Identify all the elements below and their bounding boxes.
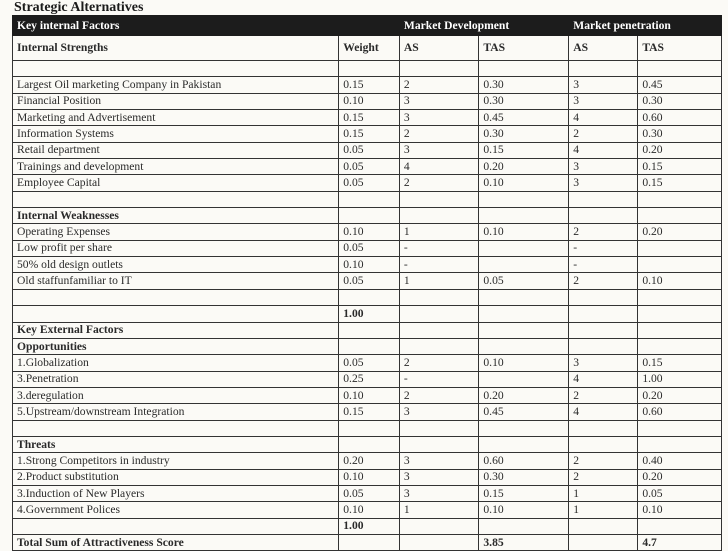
table-row [13, 159, 722, 175]
empty-cell [399, 322, 478, 338]
threats-title [13, 436, 722, 452]
market-development-header: Market Development [399, 16, 568, 36]
empty-cell [638, 518, 722, 534]
as-development-cell: 3 [399, 110, 478, 126]
tas-penetration-cell: 0.45 [638, 77, 722, 93]
as-development-cell: 3 [399, 469, 478, 485]
as-development-cell: 2 [399, 77, 478, 93]
weight-cell: 0.20 [339, 453, 400, 469]
empty-cell [569, 322, 638, 338]
tas-penetration-cell: 0.05 [638, 485, 722, 501]
total-tas-penetration: 4.7 [638, 534, 722, 550]
tas-development-cell: 0.10 [479, 175, 569, 191]
empty-cell [399, 420, 478, 436]
table-row [13, 126, 722, 142]
tas-development-cell: 0.60 [479, 453, 569, 469]
as-penetration-cell: 2 [569, 273, 638, 289]
threats-title-label: Threats [13, 436, 339, 452]
blank-row [13, 191, 722, 207]
as-header-penetration: AS [569, 36, 638, 61]
empty-cell [638, 61, 722, 77]
as-development-cell: 2 [399, 387, 478, 403]
weight-cell: 0.10 [339, 224, 400, 240]
as-penetration-cell: 3 [569, 77, 638, 93]
empty-cell [13, 306, 339, 322]
empty-cell [399, 338, 478, 354]
factor-cell: Operating Expenses [13, 224, 339, 240]
empty-cell [339, 322, 400, 338]
as-development-cell: 2 [399, 126, 478, 142]
weaknesses-title-label: Internal Weaknesses [13, 208, 339, 224]
table-row [13, 110, 722, 126]
empty-cell [339, 191, 400, 207]
qspm-table-body [13, 16, 722, 551]
empty-cell [399, 208, 478, 224]
weight-cell: 0.15 [339, 404, 400, 420]
empty-cell [339, 436, 400, 452]
as-development-cell: 1 [399, 502, 478, 518]
total-tas-development: 3.85 [479, 534, 569, 550]
empty-cell [569, 420, 638, 436]
factor-cell: Largest Oil marketing Company in Pakistan [13, 77, 339, 93]
empty-cell [638, 191, 722, 207]
factor-cell: Employee Capital [13, 175, 339, 191]
tas-penetration-cell: 0.60 [638, 110, 722, 126]
empty-cell [638, 306, 722, 322]
as-development-cell: 3 [399, 404, 478, 420]
tas-penetration-cell: 0.20 [638, 224, 722, 240]
tas-penetration-cell: 0.20 [638, 469, 722, 485]
weight-cell: 0.10 [339, 257, 400, 273]
as-penetration-cell: 4 [569, 404, 638, 420]
tas-development-cell: 0.30 [479, 93, 569, 109]
weight-cell: 0.05 [339, 142, 400, 158]
tas-penetration-cell: 0.10 [638, 273, 722, 289]
factor-cell: 2.Product substitution [13, 469, 339, 485]
empty-cell [339, 338, 400, 354]
factor-cell: Information Systems [13, 126, 339, 142]
empty-cell [569, 436, 638, 452]
weight-total-row [13, 306, 722, 322]
table-row [13, 93, 722, 109]
tas-development-cell [479, 257, 569, 273]
tas-development-cell: 0.15 [479, 142, 569, 158]
column-header-row [13, 36, 722, 61]
as-penetration-cell: 3 [569, 159, 638, 175]
empty-cell [479, 61, 569, 77]
empty-cell [399, 289, 478, 305]
as-development-cell: 3 [399, 485, 478, 501]
weight-cell: 0.10 [339, 387, 400, 403]
tas-penetration-cell: 0.20 [638, 387, 722, 403]
opportunities-title [13, 338, 722, 354]
empty-cell [479, 420, 569, 436]
tas-penetration-cell: 0.15 [638, 355, 722, 371]
as-penetration-cell: 2 [569, 453, 638, 469]
weight-cell: 0.05 [339, 240, 400, 256]
tas-development-cell: 0.30 [479, 126, 569, 142]
tas-development-cell: 0.05 [479, 273, 569, 289]
tas-penetration-cell [638, 257, 722, 273]
weight-total-cell: 1.00 [339, 518, 400, 534]
as-development-cell: 3 [399, 453, 478, 469]
empty-cell [569, 289, 638, 305]
empty-cell [638, 338, 722, 354]
as-development-cell: 2 [399, 175, 478, 191]
empty-cell [339, 289, 400, 305]
tas-development-cell: 0.20 [479, 159, 569, 175]
empty-cell [479, 306, 569, 322]
blank-row [13, 61, 722, 77]
as-penetration-cell: 2 [569, 224, 638, 240]
weight-cell: 0.05 [339, 355, 400, 371]
tas-penetration-cell: 0.40 [638, 453, 722, 469]
weight-total-row [13, 518, 722, 534]
tas-penetration-cell: 0.30 [638, 126, 722, 142]
table-row [13, 502, 722, 518]
total-row [13, 534, 722, 550]
empty-cell [13, 518, 339, 534]
empty-cell [569, 191, 638, 207]
weight-cell: 0.05 [339, 159, 400, 175]
weight-header: Weight [339, 36, 400, 61]
empty-cell [13, 289, 339, 305]
empty-cell [399, 534, 478, 550]
empty-cell [569, 208, 638, 224]
table-header-row [13, 16, 722, 36]
as-penetration-cell: 1 [569, 485, 638, 501]
factor-cell: 1.Strong Competitors in industry [13, 453, 339, 469]
table-row [13, 175, 722, 191]
empty-cell [479, 208, 569, 224]
tas-header-penetration: TAS [638, 36, 722, 61]
external-factors-title-label: Key External Factors [13, 322, 339, 338]
empty-cell [479, 289, 569, 305]
tas-penetration-cell: 0.30 [638, 93, 722, 109]
weight-cell: 0.10 [339, 502, 400, 518]
empty-cell [638, 420, 722, 436]
empty-cell [638, 436, 722, 452]
as-penetration-cell: 2 [569, 387, 638, 403]
tas-penetration-cell: 0.15 [638, 159, 722, 175]
as-header-development: AS [399, 36, 478, 61]
blank-row [13, 420, 722, 436]
as-penetration-cell: 3 [569, 93, 638, 109]
table-row [13, 224, 722, 240]
empty-cell [339, 61, 400, 77]
table-row [13, 273, 722, 289]
empty-cell [569, 306, 638, 322]
table-row [13, 355, 722, 371]
table-row [13, 371, 722, 387]
table-row [13, 257, 722, 273]
opportunities-title-label: Opportunities [13, 338, 339, 354]
as-penetration-cell: 4 [569, 371, 638, 387]
as-penetration-cell: 2 [569, 126, 638, 142]
table-row [13, 453, 722, 469]
tas-header-development: TAS [479, 36, 569, 61]
table-row [13, 404, 722, 420]
weight-cell: 0.15 [339, 126, 400, 142]
empty-cell [399, 61, 478, 77]
external-factors-title [13, 322, 722, 338]
weight-cell: 0.25 [339, 371, 400, 387]
factor-cell: 50% old design outlets [13, 257, 339, 273]
empty-cell [569, 518, 638, 534]
factor-cell: 3.Induction of New Players [13, 485, 339, 501]
empty-cell [479, 191, 569, 207]
empty-cell [339, 208, 400, 224]
as-development-cell: 1 [399, 224, 478, 240]
weight-cell: 0.15 [339, 77, 400, 93]
table-row [13, 387, 722, 403]
empty-cell [638, 208, 722, 224]
as-penetration-cell: 4 [569, 110, 638, 126]
table-row [13, 142, 722, 158]
weight-cell: 0.10 [339, 469, 400, 485]
empty-cell [13, 191, 339, 207]
as-development-cell: 3 [399, 142, 478, 158]
blank-row [13, 289, 722, 305]
tas-development-cell: 0.45 [479, 110, 569, 126]
as-penetration-cell: 1 [569, 502, 638, 518]
tas-development-cell: 0.15 [479, 485, 569, 501]
factor-cell: 5.Upstream/downstream Integration [13, 404, 339, 420]
empty-cell [399, 518, 478, 534]
table-row [13, 485, 722, 501]
factor-cell: Low profit per share [13, 240, 339, 256]
page-title: Strategic Alternatives [14, 0, 144, 15]
empty-cell [399, 436, 478, 452]
as-development-cell: - [399, 240, 478, 256]
factor-cell: Trainings and development [13, 159, 339, 175]
tas-development-cell: 0.10 [479, 355, 569, 371]
tas-penetration-cell: 0.15 [638, 175, 722, 191]
weight-total-cell: 1.00 [339, 306, 400, 322]
factor-cell: Marketing and Advertisement [13, 110, 339, 126]
total-label: Total Sum of Attractiveness Score [13, 534, 339, 550]
empty-cell [479, 338, 569, 354]
as-penetration-cell: 2 [569, 469, 638, 485]
as-penetration-cell: 3 [569, 355, 638, 371]
factor-cell: 3.Penetration [13, 371, 339, 387]
weight-cell: 0.05 [339, 485, 400, 501]
key-factors-header: Key internal Factors [13, 16, 400, 36]
empty-cell [569, 61, 638, 77]
empty-cell [13, 420, 339, 436]
tas-penetration-cell [638, 240, 722, 256]
as-development-cell: - [399, 257, 478, 273]
as-penetration-cell: - [569, 240, 638, 256]
weight-cell: 0.05 [339, 273, 400, 289]
weight-cell: 0.15 [339, 110, 400, 126]
strengths-header: Internal Strengths [13, 36, 339, 61]
as-development-cell: 3 [399, 93, 478, 109]
empty-cell [638, 289, 722, 305]
qspm-table [12, 15, 722, 551]
tas-penetration-cell: 1.00 [638, 371, 722, 387]
empty-cell [638, 322, 722, 338]
empty-cell [479, 436, 569, 452]
tas-penetration-cell: 0.10 [638, 502, 722, 518]
factor-cell: 4.Government Polices [13, 502, 339, 518]
factor-cell: Retail department [13, 142, 339, 158]
market-penetration-header: Market penetration [569, 16, 722, 36]
factor-cell: 1.Globalization [13, 355, 339, 371]
tas-penetration-cell: 0.20 [638, 142, 722, 158]
empty-cell [399, 191, 478, 207]
tas-development-cell: 0.20 [479, 387, 569, 403]
as-development-cell: 2 [399, 355, 478, 371]
tas-development-cell [479, 371, 569, 387]
tas-development-cell: 0.10 [479, 502, 569, 518]
empty-cell [399, 306, 478, 322]
table-row [13, 77, 722, 93]
as-penetration-cell: - [569, 257, 638, 273]
factor-cell: Old staffunfamiliar to IT [13, 273, 339, 289]
as-development-cell: 4 [399, 159, 478, 175]
empty-cell [479, 322, 569, 338]
tas-development-cell: 0.10 [479, 224, 569, 240]
tas-development-cell: 0.30 [479, 469, 569, 485]
table-row [13, 240, 722, 256]
as-penetration-cell: 4 [569, 142, 638, 158]
as-penetration-cell: 3 [569, 175, 638, 191]
empty-cell [339, 420, 400, 436]
empty-cell [13, 61, 339, 77]
tas-development-cell [479, 240, 569, 256]
table-row [13, 469, 722, 485]
weaknesses-title [13, 208, 722, 224]
empty-cell [569, 338, 638, 354]
as-development-cell: 1 [399, 273, 478, 289]
tas-development-cell: 0.30 [479, 77, 569, 93]
weight-cell: 0.10 [339, 93, 400, 109]
weight-cell: 0.05 [339, 175, 400, 191]
factor-cell: Financial Position [13, 93, 339, 109]
as-development-cell: - [399, 371, 478, 387]
factor-cell: 3.deregulation [13, 387, 339, 403]
empty-cell [479, 518, 569, 534]
empty-cell [569, 534, 638, 550]
tas-development-cell: 0.45 [479, 404, 569, 420]
tas-penetration-cell: 0.60 [638, 404, 722, 420]
empty-cell [339, 534, 400, 550]
